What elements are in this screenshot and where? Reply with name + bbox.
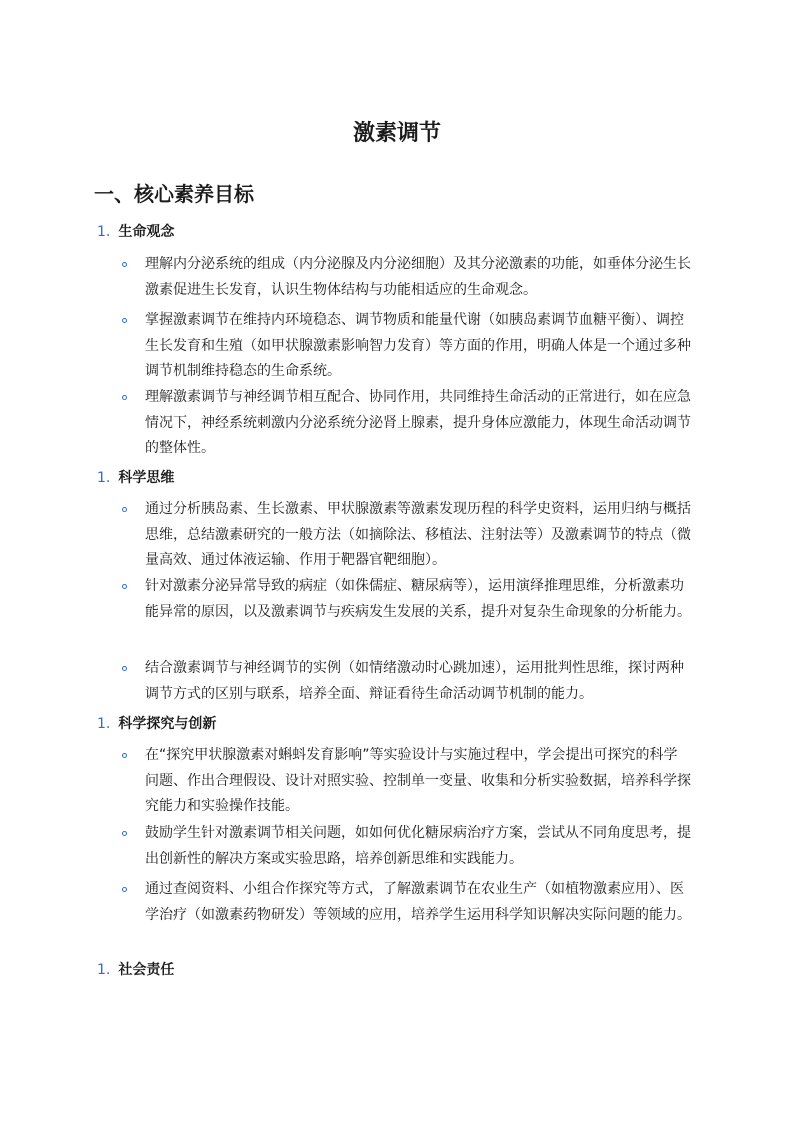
list-item [122,821,702,872]
list-item [122,656,702,707]
list-item-text: 结合激素调节与神经调节的实例（如情绪激动时心跳加速），运用批判性思维，探讨两种调节方式的区别与联系，培养全面、辩证看待生命活动调节机制的能力。 [145,660,684,702]
list-item-text: 通过查阅资料、小组合作探究等方式，了解激素调节在农业生产（如植物激素应用）、医学治疗（如激素药物研发）等领域的应用，培养学生运用科学知识解决实际问题的能力。 [145,881,691,923]
page-title: 激素调节 [352,121,441,146]
list-item [122,497,702,574]
list-heading-text: 社会责任 [118,962,175,978]
list-item-text: 在“探究甲状腺激素对蝌蚪发育影响”等实验设计与实施过程中，学会提出可探究的科学问题、作出合理假设、设计对照实验、控制单一变量、收集和分析实验数据，培养科学探究能力和实验操作技能。 [145,747,691,814]
list-number: 1. [97,470,111,486]
bullet-icon [122,507,127,512]
bullet-icon [122,395,127,400]
list-heading-text: 科学思维 [118,470,175,486]
list-heading-social-responsibility [97,960,174,980]
list-item-text: 针对激素分泌异常导致的病症（如侏儒症、糖尿病等），运用演绎推理思维，分析激素功能异常的原因，以及激素调节与疾病发生发展的关系，提升对复杂生命现象的分析能力。 [145,578,691,620]
list-heading-life-concept [97,222,174,242]
list-item-text: 通过分析胰岛素、生长激素、甲状腺激素等激素发现历程的科学史资料，运用归纳与概括思维，总结激素研究的一般方法（如摘除法、移植法、注射法等）及激素调节的特点（微量高效、通过体液运输、作用于靶器官靶细胞）。 [145,501,691,568]
list-item-text: 鼓励学生针对激素调节相关问题，如如何优化糖尿病治疗方案，尝试从不同角度思考，提出创新性的解决方案或实验思路，培养创新思维和实践能力。 [145,825,691,867]
list-item-text: 理解激素调节与神经调节相互配合、协同作用，共同维持生命活动的正常进行，如在应急情况下，神经系统刺激内分泌系统分泌肾上腺素，提升身体应激能力，体现生命活动调节的整体性。 [145,389,691,456]
list-number: 1. [97,224,111,240]
bullet-icon [122,318,127,323]
bullet-icon [122,831,127,836]
bullet-icon [122,666,127,671]
list-heading-text: 生命观念 [118,224,175,240]
section-heading: 一、核心素养目标 [94,182,254,206]
bullet-icon [122,262,127,267]
list-number: 1. [97,962,111,978]
list-heading-text: 科学探究与创新 [118,716,217,732]
list-item [122,385,702,462]
list-item [122,574,702,625]
bullet-icon [122,753,127,758]
list-heading-inquiry-innovation [97,714,216,734]
list-item [122,308,702,385]
list-item [122,877,702,928]
bullet-icon [122,584,127,589]
list-item-text: 掌握激素调节在维持内环境稳态、调节物质和能量代谢（如胰岛素调节血糖平衡）、调控生长发育和生殖（如甲状腺激素影响智力发育）等方面的作用，明确人体是一个通过多种调节机制维持稳态的生命系统。 [145,312,691,379]
list-item-text: 理解内分泌系统的组成（内分泌腺及内分泌细胞）及其分泌激素的功能，如垂体分泌生长激素促进生长发育，认识生物体结构与功能相适应的生命观念。 [145,256,691,298]
bullet-icon [122,887,127,892]
list-heading-scientific-thinking [97,468,174,488]
list-item [122,252,702,303]
list-item [122,743,702,820]
list-number: 1. [97,716,111,732]
